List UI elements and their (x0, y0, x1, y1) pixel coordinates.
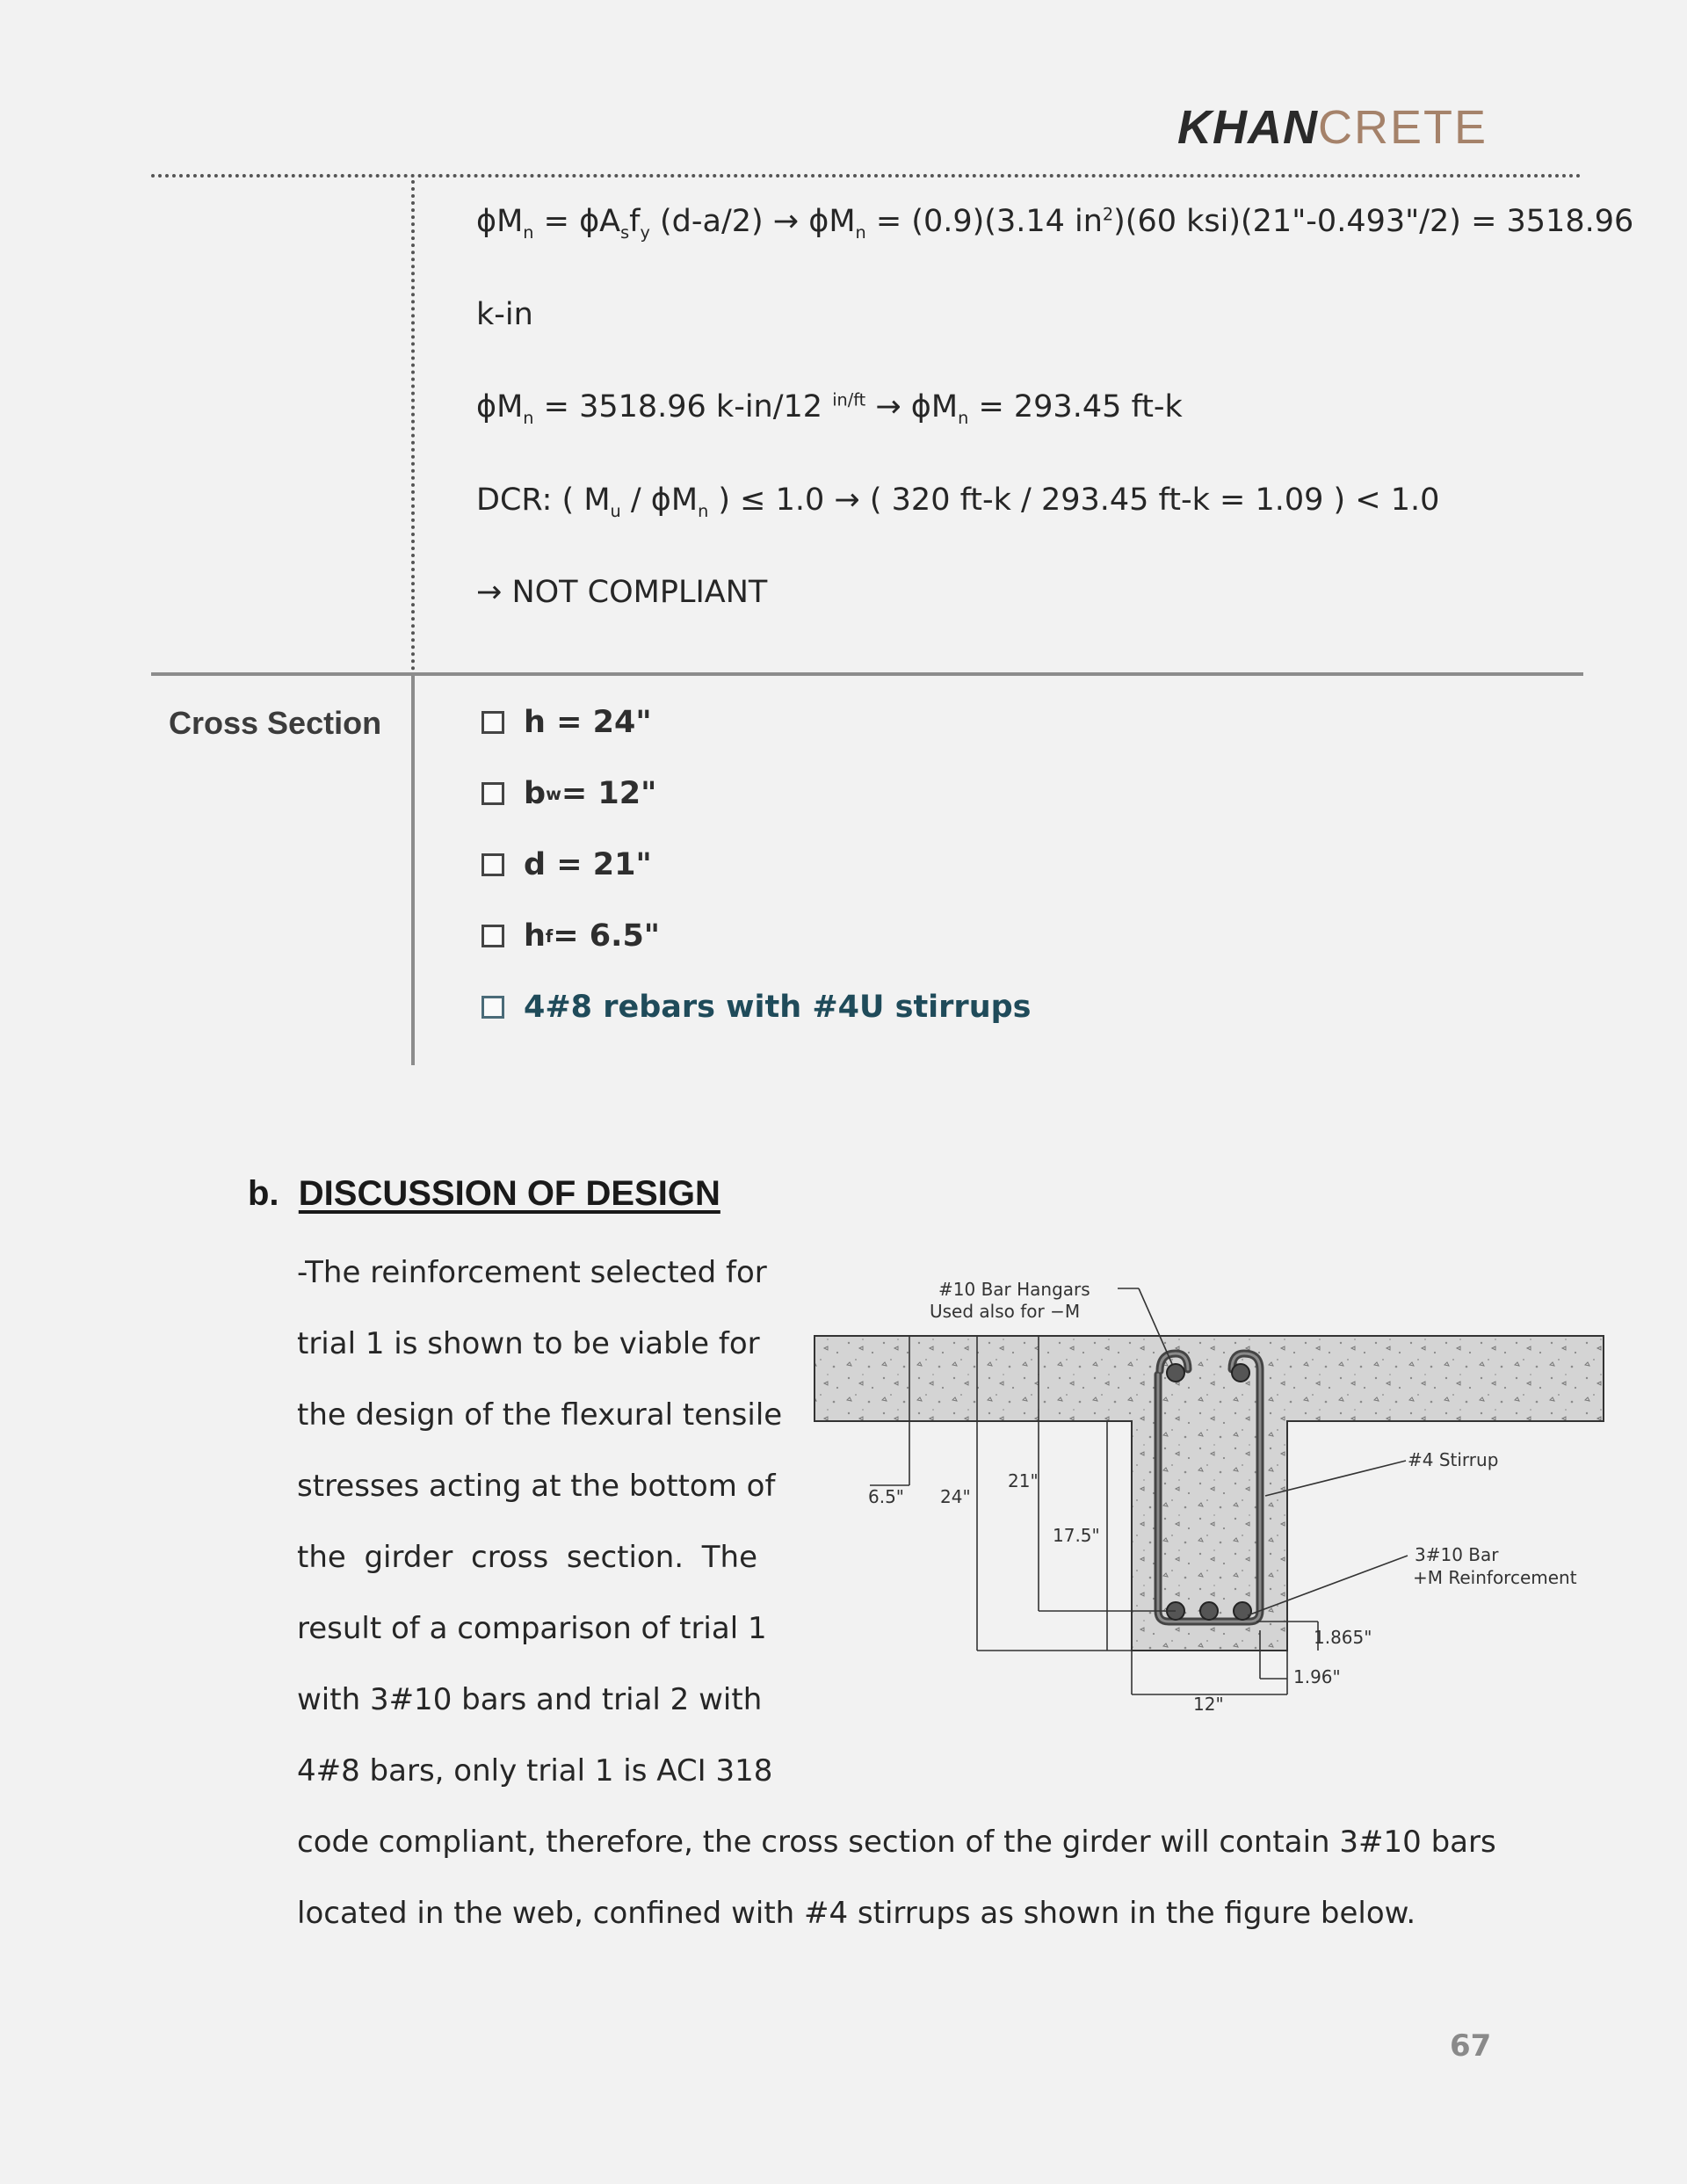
dim-web-label: 17.5" (1053, 1525, 1100, 1546)
girder-cross-section-figure (808, 1266, 1608, 1723)
table-dotted-column-divider (411, 180, 415, 671)
table-column-divider (411, 674, 415, 1065)
moment-capacity-unit: k-in (476, 297, 533, 332)
dim-cover-label: 1.96" (1293, 1666, 1341, 1687)
dim-height-label: 24" (940, 1486, 971, 1507)
discussion-heading: b. DISCUSSION OF DESIGN (248, 1174, 720, 1213)
discussion-line: 4#8 bars, only trial 1 is ACI 318 (297, 1753, 773, 1789)
moment-capacity-equation: $\phi M_n = \phi A_sf_y$ $(d-a/2) \to \phi M_n = (0.9)(3.14$ $in^2)(60$ ksi)(21"-0.493"/2) = 3518.96 (476, 204, 1634, 243)
discussion-line: trial 1 is shown to be viable for (297, 1326, 760, 1361)
tension-bar (1234, 1602, 1251, 1620)
bar-label: 3#10 Bar (1415, 1544, 1499, 1565)
checkbox-icon (481, 782, 504, 805)
hangar-label: Used also for −M (930, 1301, 1081, 1322)
dcr-check-equation: DCR: ( $M_u / \phi M_n$ ) ≤ 1.0 → ( 320 ft-k / 293.45 ft-k = 1.09 ) < 1.0 (476, 483, 1440, 521)
dim-cover-label: 1.865" (1314, 1627, 1372, 1648)
cross-section-item-h: h = 24" (481, 705, 652, 740)
discussion-line: located in the web, confined with #4 stirrups as shown in the figure below. (297, 1896, 1416, 1931)
discussion-line: the design of the flexural tensile (297, 1397, 783, 1433)
cross-section-label: Cross Section (169, 705, 382, 741)
cross-section-item-rebars: 4#8 rebars with #4U stirrups (481, 990, 1032, 1025)
discussion-line: -The reinforcement selected for (297, 1255, 767, 1290)
moment-conversion-equation: $\phi M_n = 3518.96$ k-in/12 $^{in/ft} \to \phi M_n = 293.45$ ft-k (476, 389, 1183, 428)
page-number: 67 (1450, 2028, 1492, 2064)
discussion-line: code compliant, therefore, the cross section of the girder will contain 3#10 bars (297, 1825, 1496, 1860)
dim-flange-label: 6.5" (868, 1486, 905, 1507)
table-row-divider (151, 672, 1583, 676)
header-dotted-divider (151, 174, 1582, 178)
cross-section-item-hf: h f = 6.5" (481, 918, 660, 954)
discussion-line: the girder cross section. The (297, 1540, 757, 1575)
checkbox-icon (481, 711, 504, 734)
compliance-result: → NOT COMPLIANT (476, 575, 768, 610)
checkbox-icon (481, 853, 504, 876)
tension-bar (1200, 1602, 1218, 1620)
logo-text-light: CRETE (1317, 101, 1488, 154)
stirrup-label: #4 Stirrup (1408, 1449, 1499, 1470)
hangar-bar (1167, 1364, 1184, 1382)
discussion-line: stresses acting at the bottom of (297, 1469, 776, 1504)
discussion-line: with 3#10 bars and trial 2 with (297, 1682, 763, 1717)
bar-label: +M Reinforcement (1413, 1567, 1577, 1588)
cross-section-item-bw: b w = 12" (481, 776, 656, 811)
company-logo (1177, 100, 1488, 155)
hangar-bar (1232, 1364, 1249, 1382)
checkbox-icon (481, 996, 504, 1019)
logo-text-bold: KHAN (1177, 101, 1318, 154)
checkbox-icon (481, 925, 504, 947)
discussion-line: result of a comparison of trial 1 (297, 1611, 767, 1646)
dim-depth-label: 21" (1008, 1470, 1039, 1491)
cross-section-item-d: d = 21" (481, 847, 652, 882)
dim-width-label: 12" (1193, 1694, 1224, 1715)
hangar-label: #10 Bar Hangars (938, 1279, 1090, 1300)
